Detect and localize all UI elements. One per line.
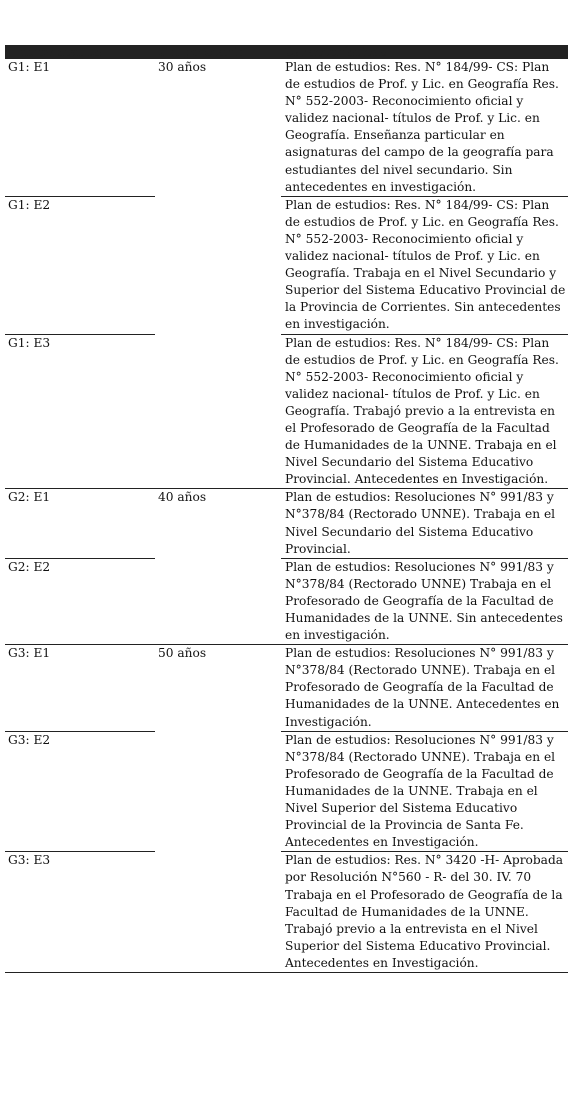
header-caracteristicas: Características (281, 45, 568, 59)
table-row (5, 645, 568, 731)
characteristics: Plan de estudios: Resoluciones N° 991/83 y N°378/84 (Rectorado UNNE). Trabaja en el Nivel Secundario del Sistema Educativo Provincial. (281, 489, 568, 558)
characteristics: Plan de estudios: Res. N° 184/99- CS: Plan de estudios de Prof. y Lic. en Geografía Res. N° 552-2003- Reconocimiento oficial y validez nacional- títulos de Prof. y Lic. en Geografía. Enseñanza particular en asignaturas del campo de la geografía para estudiantes del nivel secundario. Sin antecedentes en investigación. (281, 59, 568, 196)
interviewees-table (5, 45, 568, 973)
table-row (5, 59, 568, 196)
table-header (5, 45, 568, 59)
characteristics: Plan de estudios: Resoluciones N° 991/83 y N°378/84 (Rectorado UNNE) Trabaja en el Profesorado de Geografía de la Facultad de Humanidades de la UNNE. Sin antecedentes en investigación. (281, 558, 568, 644)
age-group (155, 731, 281, 852)
characteristics: Plan de estudios: Res. N° 184/99- CS: Plan de estudios de Prof. y Lic. en Geografía Res. N° 552-2003- Reconocimiento oficial y validez nacional- títulos de Prof. y Lic. en Geografía. Trabaja en el Nivel Secundario y Superior del Sistema Educativo Provincial de la Provincia de Corrientes. Sin antecedentes en investigación. (281, 196, 568, 334)
interviewee-id: G3: E1 (5, 645, 155, 731)
interviewee-id: G1: E1 (5, 59, 155, 196)
age-group: 30 años (158, 60, 207, 74)
table-row (5, 852, 568, 973)
age-group (155, 852, 281, 973)
header-grupo-etario: Grupo etario (155, 45, 281, 59)
characteristics: Plan de estudios: Res. N° 184/99- CS: Plan de estudios de Prof. y Lic. en Geografía Res. N° 552-2003- Reconocimiento oficial y validez nacional- títulos de Prof. y Lic. en Geografía. Trabajó previo a la entrevista en el Profesorado de Geografía de la Facultad de Humanidades de la UNNE. Trabaja en el Nivel Secundario del Sistema Educativo Provincial. Antecedentes en Investigación. (281, 334, 568, 489)
table-row (5, 731, 568, 852)
interviewee-id: G3: E2 (5, 731, 155, 852)
header-row (5, 45, 568, 59)
characteristics: Plan de estudios: Resoluciones N° 991/83 y N°378/84 (Rectorado UNNE). Trabaja en el Profesorado de Geografía de la Facultad de Humanidades de la UNNE. Trabaja en el Nivel Superior del Sistema Educativo Provincial de la Provincia de Santa Fe. Antecedentes en Investigación. (281, 731, 568, 852)
table-row (5, 196, 568, 334)
header-entrevistados: Entrevistados (5, 45, 155, 59)
table-row (5, 558, 568, 644)
interviewee-id: G1: E2 (5, 196, 155, 334)
age-group (155, 558, 281, 644)
table-row (5, 489, 568, 558)
characteristics: Plan de estudios: Res. N° 3420 -H- Aprobada por Resolución N°560 - R- del 30. IV. 70 Trabaja en el Profesorado de Geografía de la Facultad de Humanidades de la UNNE. Trabajó previo a la entrevista en el Nivel Superior del Sistema Educativo Provincial. Antecedentes en Investigación. (281, 852, 568, 973)
table-body (5, 59, 568, 972)
interviewee-id: G1: E3 (5, 334, 155, 489)
characteristics: Plan de estudios: Resoluciones N° 991/83 y N°378/84 (Rectorado UNNE). Trabaja en el Profesorado de Geografía de la Facultad de Humanidades de la UNNE. Antecedentes en Investigación. (281, 645, 568, 731)
interviewee-id: G2: E2 (5, 558, 155, 644)
age-group (155, 334, 281, 489)
age-group (155, 196, 281, 334)
age-group: 40 años (158, 490, 207, 505)
age-group: 50 años (158, 646, 207, 661)
table-row (5, 334, 568, 489)
interviewee-id: G2: E1 (5, 489, 155, 558)
interviewee-id: G3: E3 (5, 852, 155, 973)
